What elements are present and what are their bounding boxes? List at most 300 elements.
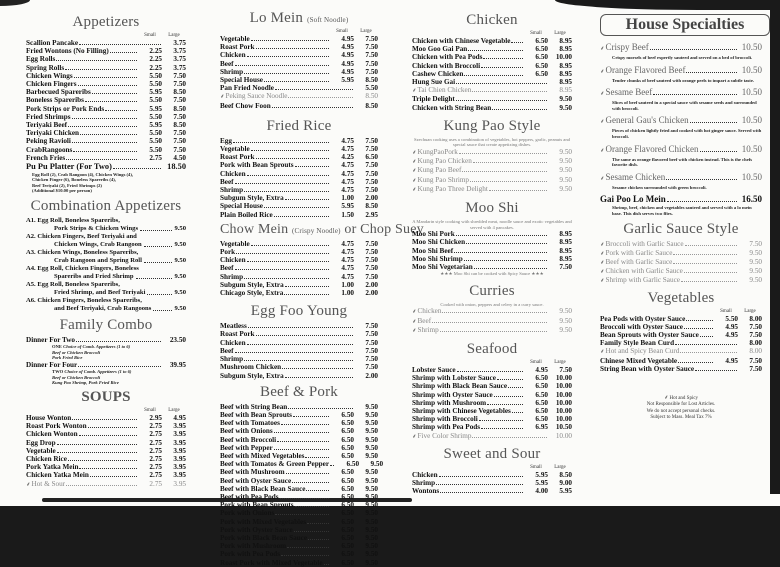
specialty-item [600, 87, 762, 111]
price-small: 2.25 [149, 55, 162, 64]
combo-contents: Egg Roll, Chicken Fingers, Boneless [37, 264, 139, 272]
item-list [412, 230, 572, 271]
price-small: 6.50 [341, 484, 354, 493]
chili-pepper-icon: ⸙ [600, 175, 605, 182]
title-text: or Chop Suey [344, 221, 424, 237]
item-name: Tai Chien Chicken [417, 86, 472, 95]
menu-item [220, 170, 378, 178]
leader-dots [235, 352, 353, 353]
text-line: We do not accept personal checks. [646, 408, 716, 414]
menu-item [412, 230, 572, 238]
price-large: 2.00 [365, 280, 378, 289]
price-small: 4.95 [535, 366, 548, 375]
menu-item [600, 87, 762, 100]
price-small: 2.75 [149, 153, 162, 162]
title-text: Chow Mein [220, 221, 289, 237]
col-large: Large [360, 29, 372, 34]
menu-item [26, 105, 186, 113]
menu-item [220, 240, 378, 248]
menu-item [220, 35, 378, 43]
item-name: Gai Poo Lo Mein [600, 194, 666, 205]
menu-item [412, 415, 572, 423]
leader-dots [700, 336, 713, 337]
leader-dots [74, 77, 137, 78]
item-price: 9.50 [174, 240, 186, 248]
price-large: 9.50 [365, 435, 378, 444]
price-large: 2.00 [365, 194, 378, 203]
menu-item [26, 430, 186, 438]
menu-item [26, 96, 186, 104]
price-large: 8.00 [749, 347, 762, 356]
menu-item [220, 92, 378, 101]
item-name: Kung Pao Chicken [417, 157, 472, 166]
item-name: Kung Pao Shrimp [417, 175, 470, 184]
price-small: 6.50 [341, 509, 354, 518]
combo-line [26, 289, 186, 297]
combo-contents: Spareribs and Fried Shrimp [54, 272, 134, 280]
price-small: 4.75 [341, 145, 354, 154]
item-name: Pork with Oyster Sauce [220, 525, 293, 534]
item-name: Crispy Beef [605, 42, 649, 52]
menu-item [220, 161, 378, 169]
item-name: Boneless Spareribs [26, 96, 84, 105]
leader-dots [256, 158, 329, 159]
price-small: 6.50 [535, 69, 548, 78]
price-large: 7.50 [365, 177, 378, 186]
section-combination-appetizers [26, 198, 186, 313]
price-large: 7.50 [365, 59, 378, 68]
section-beef-pork [220, 383, 384, 567]
price-large: 9.50 [365, 492, 378, 501]
leader-dots [244, 360, 353, 361]
leader-dots [280, 498, 330, 499]
item-price: 9.50 [559, 325, 572, 334]
price-small: 4.95 [725, 330, 738, 339]
item-name: Chicken with String Bean [412, 103, 492, 112]
price-large: 8.50 [173, 88, 186, 97]
price-large: 9.50 [365, 476, 378, 485]
price-small: 6.50 [535, 61, 548, 70]
leader-dots [686, 320, 713, 321]
item-price: 10.50 [741, 115, 762, 126]
item-name: Teriyaki Beef [26, 121, 68, 130]
item-name: Shrimp [220, 355, 244, 364]
leader-dots [247, 261, 329, 262]
leader-dots [68, 126, 137, 127]
item-name: Pu Pu Platter (For Two) [26, 162, 112, 172]
price-small: 6.50 [341, 550, 354, 559]
menu-item [412, 78, 572, 86]
item-name: General Gau's Chicken [605, 115, 689, 126]
leader-dots [294, 531, 329, 532]
menu-item [600, 65, 762, 78]
leader-dots [248, 327, 353, 328]
price-large: 9.50 [365, 533, 378, 542]
menu-item [220, 411, 378, 419]
price-small: 4.95 [725, 322, 738, 331]
description-line: Beef or Chicken Broccoli [52, 349, 101, 355]
price-large: 7.50 [365, 256, 378, 265]
price-small: 1.00 [341, 280, 354, 289]
price-large: 8.95 [559, 45, 572, 54]
legend-text: Hot and Spicy [669, 395, 699, 401]
leader-dots [306, 490, 329, 491]
item-price: 9.50 [559, 316, 572, 325]
leader-dots [456, 83, 547, 84]
price-small: 6.50 [341, 558, 354, 567]
price-large: 7.50 [365, 35, 378, 43]
chili-pepper-icon: ⸙ [412, 150, 417, 157]
menu-item [220, 534, 378, 542]
item-name: Pork with Mushroom [220, 542, 287, 551]
leader-dots [233, 142, 329, 143]
menu-item [412, 471, 572, 479]
item-price: 9.50 [174, 304, 186, 312]
leader-dots [144, 257, 173, 263]
combo-contents: and Beef Teriyaki, Crab Rangoons [54, 304, 152, 312]
specialty-item [600, 194, 762, 216]
price-small: 5.95 [149, 104, 162, 113]
section-garlic-sauce [600, 221, 762, 286]
section-title: Garlic Sauce Style [623, 220, 739, 237]
text-line: Egg Roll (2), Crab Rangoon (4), Chicken Wings (4), [32, 171, 134, 177]
section-egg-foo-young [220, 303, 378, 379]
menu-item [26, 414, 186, 422]
price-small: 4.00 [535, 487, 548, 496]
price-large: 9.50 [559, 95, 572, 104]
menu-item [26, 64, 186, 72]
item-price: 7.50 [559, 263, 572, 272]
menu-item [26, 154, 186, 162]
item-name: Meatless [220, 322, 247, 331]
leader-dots [673, 254, 737, 255]
column-2 [220, 10, 424, 567]
chili-pepper-icon: ⸙ [600, 147, 605, 154]
leader-dots [92, 93, 137, 94]
price-small: 6.50 [341, 443, 354, 452]
item-name: Chicken Yatka Mein [26, 471, 89, 480]
item-price: 9.50 [174, 272, 186, 280]
leader-dots [508, 387, 523, 388]
combo-code: A1. [26, 216, 36, 224]
price-small: 6.50 [341, 451, 354, 460]
price-large: 4.50 [173, 153, 186, 162]
item-price: 7.50 [365, 363, 378, 372]
leader-dots [136, 273, 173, 279]
item-price: 10.50 [741, 64, 762, 75]
item-list [26, 217, 186, 313]
leader-dots [251, 150, 329, 151]
title-text: Lo Mein [249, 10, 304, 26]
leader-dots [244, 73, 329, 74]
combo-contents: Pork Strips & Chicken Wings [54, 224, 139, 232]
item-name: Vegetable [220, 35, 250, 43]
combo-item [26, 281, 186, 297]
menu-item [220, 372, 378, 380]
menu-item [600, 347, 762, 356]
menu-item [26, 422, 186, 430]
item-price: 9.50 [174, 288, 186, 296]
leader-dots [483, 58, 523, 59]
menu-item [26, 39, 186, 47]
specialty-item [600, 172, 762, 191]
leader-dots [307, 523, 329, 524]
price-large: 7.50 [365, 161, 378, 170]
specialty-item [600, 115, 762, 139]
item-price: 9.50 [559, 307, 572, 316]
menu-item [412, 86, 572, 95]
price-small: 6.50 [341, 410, 354, 419]
section-house-specialties [600, 14, 762, 217]
menu-item [220, 256, 378, 264]
price-small: 4.75 [341, 272, 354, 281]
item-list [412, 471, 572, 496]
menu-item [412, 104, 572, 112]
leader-dots [308, 539, 329, 540]
item-name: Shrimp with Pea Pods [412, 423, 481, 432]
price-large: 9.50 [365, 484, 378, 493]
price-small: 4.95 [341, 59, 354, 68]
item-name: Hot and Spicy Bean Curd [605, 347, 680, 356]
specialty-item [600, 65, 762, 84]
item-name: Spring Rolls [26, 63, 65, 72]
section-soups [26, 389, 186, 489]
leader-dots [274, 449, 329, 450]
item-name: Roast Pork [220, 43, 255, 52]
price-large: 8.50 [365, 202, 378, 211]
menu-item [220, 460, 384, 469]
price-large: 10.00 [555, 374, 572, 383]
menu-item [220, 273, 378, 281]
menu-item [220, 419, 378, 427]
price-small: 6.50 [341, 476, 354, 485]
menu-item [220, 322, 378, 330]
menu-item [600, 339, 762, 347]
leader-dots [272, 107, 353, 108]
price-small: 2.75 [149, 479, 162, 488]
price-small: 2.75 [149, 454, 162, 463]
leader-dots [110, 52, 137, 53]
item-name: Beef with Oyster Sauce [220, 476, 292, 485]
leader-dots [281, 424, 329, 425]
menu-item [220, 485, 378, 493]
combo-item [26, 249, 186, 265]
menu-item [600, 267, 762, 276]
item-name: Chicago Style, Extra [220, 289, 284, 298]
chili-pepper-icon: ⸙ [600, 68, 605, 75]
item-price: 8.95 [559, 238, 572, 247]
section-title: Fried Rice [266, 117, 332, 134]
chili-pepper-icon: ⸙ [412, 186, 417, 193]
leader-dots [244, 278, 329, 279]
item-name: Subgum Style, Extra [220, 194, 284, 203]
price-small: 6.50 [535, 398, 548, 407]
chili-pepper-icon: ⸙ [412, 177, 417, 184]
price-small: 6.50 [341, 492, 354, 501]
item-name: Hung Sue Gai [412, 78, 456, 87]
price-large: 7.50 [749, 356, 762, 365]
menu-item [412, 487, 572, 495]
section-chicken [412, 12, 572, 112]
item-name: Chicken with Garlic Sauce [605, 267, 683, 276]
menu-item [220, 477, 378, 485]
col-small: Small [530, 31, 542, 36]
menu-item [26, 55, 186, 63]
menu-item [412, 185, 572, 194]
menu-item [412, 37, 572, 45]
price-large: 9.50 [370, 460, 384, 469]
combo-contents: Crab Rangoon and Spring Roll [54, 256, 142, 264]
menu-item [412, 45, 572, 53]
price-large: 7.50 [173, 129, 186, 138]
price-small: 6.50 [341, 468, 354, 477]
item-name: Egg Drop [26, 438, 56, 447]
price-small: 5.50 [149, 71, 162, 80]
item-name: Family Style Bean Curd [600, 339, 675, 348]
text-line: Chicken Finger (6), Boneless Spareribs (4), [32, 177, 116, 183]
item-name: Sesame Chicken [605, 171, 666, 182]
col-small: Small [144, 407, 156, 413]
item-name: Chicken Wings [26, 71, 73, 80]
leader-dots [287, 547, 329, 548]
item-name: Moo Goo Gai Pan [412, 45, 468, 54]
item-name: Chicken Wonton [26, 430, 78, 439]
item-name: Barbecued Spareribs [26, 88, 91, 97]
leader-dots [700, 151, 738, 152]
item-name: Triple Delight [412, 95, 455, 104]
leader-dots [288, 408, 353, 409]
item-name: Chicken [417, 307, 442, 316]
leader-dots [264, 207, 329, 208]
leader-dots [489, 190, 547, 191]
combo-line [26, 281, 186, 289]
leader-dots [456, 235, 547, 236]
item-name: Egg [220, 136, 232, 145]
price-large: 8.95 [559, 61, 572, 70]
leader-dots [481, 428, 523, 429]
price-large: 10.50 [555, 423, 572, 432]
menu-item [220, 542, 378, 550]
combo-line [26, 225, 186, 233]
item-price: 9.50 [749, 248, 762, 257]
leader-dots [274, 432, 329, 433]
price-large: 9.50 [365, 468, 378, 477]
leader-dots [65, 69, 137, 70]
chili-pepper-icon: ⸙ [600, 241, 605, 248]
price-large: 9.50 [365, 550, 378, 559]
leader-dots [470, 181, 547, 182]
item-name: Shrimp with Black Bean Sauce [412, 382, 508, 391]
menu-item [220, 501, 378, 509]
item-name: Shrimp [220, 272, 244, 281]
price-small: 5.95 [535, 479, 548, 488]
menu-item [600, 115, 762, 128]
price-large: 7.50 [365, 67, 378, 76]
combo-code: A6. [26, 296, 36, 304]
leader-dots [153, 305, 172, 311]
menu-item [220, 248, 378, 256]
leader-dots [695, 370, 737, 371]
section-title: Chicken [466, 12, 518, 28]
price-large: 10.00 [555, 407, 572, 416]
price-large: 8.95 [559, 78, 572, 87]
leader-dots [282, 368, 353, 369]
combo-line [26, 305, 186, 313]
leader-dots [79, 468, 137, 469]
item-price: 9.50 [559, 175, 572, 184]
menu-item [220, 194, 378, 202]
item-price: 39.95 [169, 360, 186, 369]
menu-item [26, 480, 186, 489]
item-description: Pieces of chicken lightly fried and cooked with hot ginger sauce. Served with broccoli. [612, 128, 762, 139]
price-small: 4.25 [341, 153, 354, 162]
price-large: 5.50 [365, 84, 378, 93]
description-line: Choice of Comb. Appetizers (1 to 6) [64, 369, 132, 375]
leader-dots [675, 344, 737, 345]
item-list [220, 137, 378, 219]
col-large: Large [744, 308, 756, 314]
menu-item [220, 518, 378, 526]
section-family-combo [26, 317, 186, 386]
leader-dots [474, 268, 547, 269]
leader-dots [472, 91, 547, 92]
section-title: Appetizers [72, 14, 140, 30]
menu-item [412, 247, 572, 255]
leader-dots [466, 243, 547, 244]
item-name: Beef with Tomatoes [220, 419, 280, 428]
leader-dots [57, 444, 137, 445]
item-name: Fried Wontons (No Filling) [26, 47, 109, 56]
item-name: Dinner For Two [26, 335, 75, 344]
leader-dots [80, 134, 137, 135]
menu-item [412, 366, 572, 374]
leader-dots [274, 216, 329, 217]
menu-item [26, 463, 186, 471]
price-large: 7.50 [365, 169, 378, 178]
section-note: ★★★ Moo Shi can be cooked with Spicy Sauce ★★★ [440, 271, 544, 277]
menu-item [412, 423, 572, 431]
item-name: Shrimp [417, 325, 439, 334]
item-description: Sesame chicken surrounded with green broccoli. [612, 184, 707, 190]
description-line: Beef or Chicken Broccoli [52, 374, 101, 380]
menu-item [412, 238, 572, 246]
item-name: Broccoli with Oyster Sauce [600, 322, 683, 331]
leader-dots [462, 171, 547, 172]
item-name: Pork Strips or Pork Ends [26, 104, 105, 113]
item-name: Chicken [220, 256, 246, 265]
price-small: 4.95 [725, 356, 738, 365]
leader-dots [464, 75, 523, 76]
menu-item [220, 145, 378, 153]
item-name: Chinese Mixed Vegetable [600, 356, 678, 365]
price-large: 7.50 [173, 80, 186, 89]
price-large: 8.50 [365, 101, 378, 110]
leader-dots [144, 241, 173, 247]
item-name: Vegetable [220, 239, 250, 248]
section-title: Family Combo [59, 316, 153, 333]
section-title [220, 221, 424, 238]
leader-dots [247, 344, 353, 345]
leader-dots [72, 142, 137, 143]
price-large: 7.50 [173, 71, 186, 80]
item-price: 9.50 [559, 148, 572, 157]
menu-item [412, 399, 572, 407]
leader-dots [256, 48, 329, 49]
leader-dots [295, 166, 329, 167]
menu-item [600, 240, 762, 249]
menu-item [412, 374, 572, 382]
price-large: 9.50 [365, 427, 378, 436]
